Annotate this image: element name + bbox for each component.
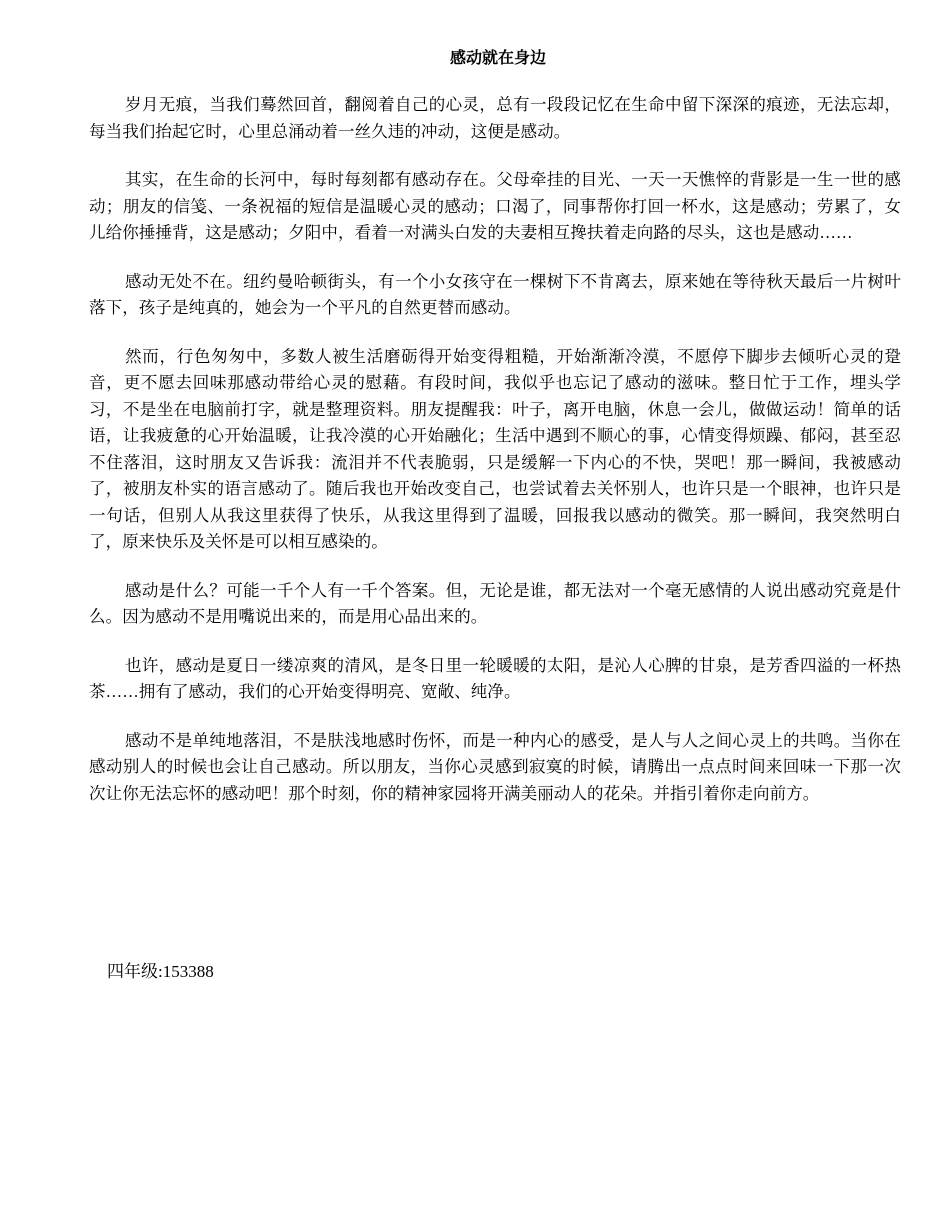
grade-footer: 四年级:153388 [107, 962, 214, 981]
document-body [89, 92, 901, 829]
document-title: 感动就在身边 [449, 48, 546, 67]
paragraph-4: 然而，行色匆匆中，多数人被生活磨砺得开始变得粗糙，开始渐渐冷漠，不愿停下脚步去倾听心灵的跫音，更不愿去回味那感动带给心灵的慰藉。有段时间，我似乎也忘记了感动的滋味。整日忙于工作，埋头学习，不是坐在电脑前打字，就是整理资料。朋友提醒我：叶子，离开电脑，休息一会儿，做做运动！简单的话语，让我疲惫的心开始温暖，让我冷漠的心开始融化；生活中遇到不顺心的事，心情变得烦躁、郁闷，甚至忍不住落泪，这时朋友又告诉我：流泪并不代表脆弱，只是缓解一下内心的不快，哭吧！那一瞬间，我被感动了，被朋友朴实的语言感动了。随后我也开始改变自己，也尝试着去关怀别人，也许只是一个眼神，也许只是一句话，但别人从我这里获得了快乐，从我这里得到了温暖，回报我以感动的微笑。那一瞬间，我突然明白了，原来快乐及关怀是可以相互感染的。 [89, 346, 901, 551]
paragraph-5: 感动是什么？可能一千个人有一千个答案。但，无论是谁，都无法对一个毫无感情的人说出感动究竟是什么。因为感动不是用嘴说出来的，而是用心品出来的。 [89, 580, 901, 626]
paragraph-3: 感动无处不在。纽约曼哈顿街头，有一个小女孩守在一棵树下不肯离去，原来她在等待秋天最后一片树叶落下，孩子是纯真的，她会为一个平凡的自然更替而感动。 [89, 271, 901, 317]
paragraph-6: 也许，感动是夏日一缕凉爽的清风，是冬日里一轮暖暖的太阳，是沁人心脾的甘泉，是芳香四溢的一杯热茶……拥有了感动，我们的心开始变得明亮、宽敞、纯净。 [89, 655, 901, 701]
paragraph-1: 岁月无痕，当我们蓦然回首，翻阅着自己的心灵，总有一段段记忆在生命中留下深深的痕迹，无法忘却，每当我们抬起它时，心里总涌动着一丝久违的冲动，这便是感动。 [89, 95, 901, 141]
paragraph-2: 其实，在生命的长河中，每时每刻都有感动存在。父母牵挂的目光、一天一天憔悴的背影是一生一世的感动；朋友的信笺、一条祝福的短信是温暖心灵的感动；口渴了，同事帮你打回一杯水，这是感动；劳累了，女儿给你捶捶背，这是感动；夕阳中，看着一对满头白发的夫妻相互搀扶着走向路的尽头，这也是感动…… [89, 170, 901, 242]
paragraph-7: 感动不是单纯地落泪，不是肤浅地感时伤怀，而是一种内心的感受，是人与人之间心灵上的共鸣。当你在感动别人的时候也会让自己感动。所以朋友，当你心灵感到寂寞的时候，请腾出一点点时间来回味一下那一次次让你无法忘怀的感动吧！那个时刻，你的精神家园将开满美丽动人的花朵。并指引着你走向前方。 [89, 730, 901, 803]
